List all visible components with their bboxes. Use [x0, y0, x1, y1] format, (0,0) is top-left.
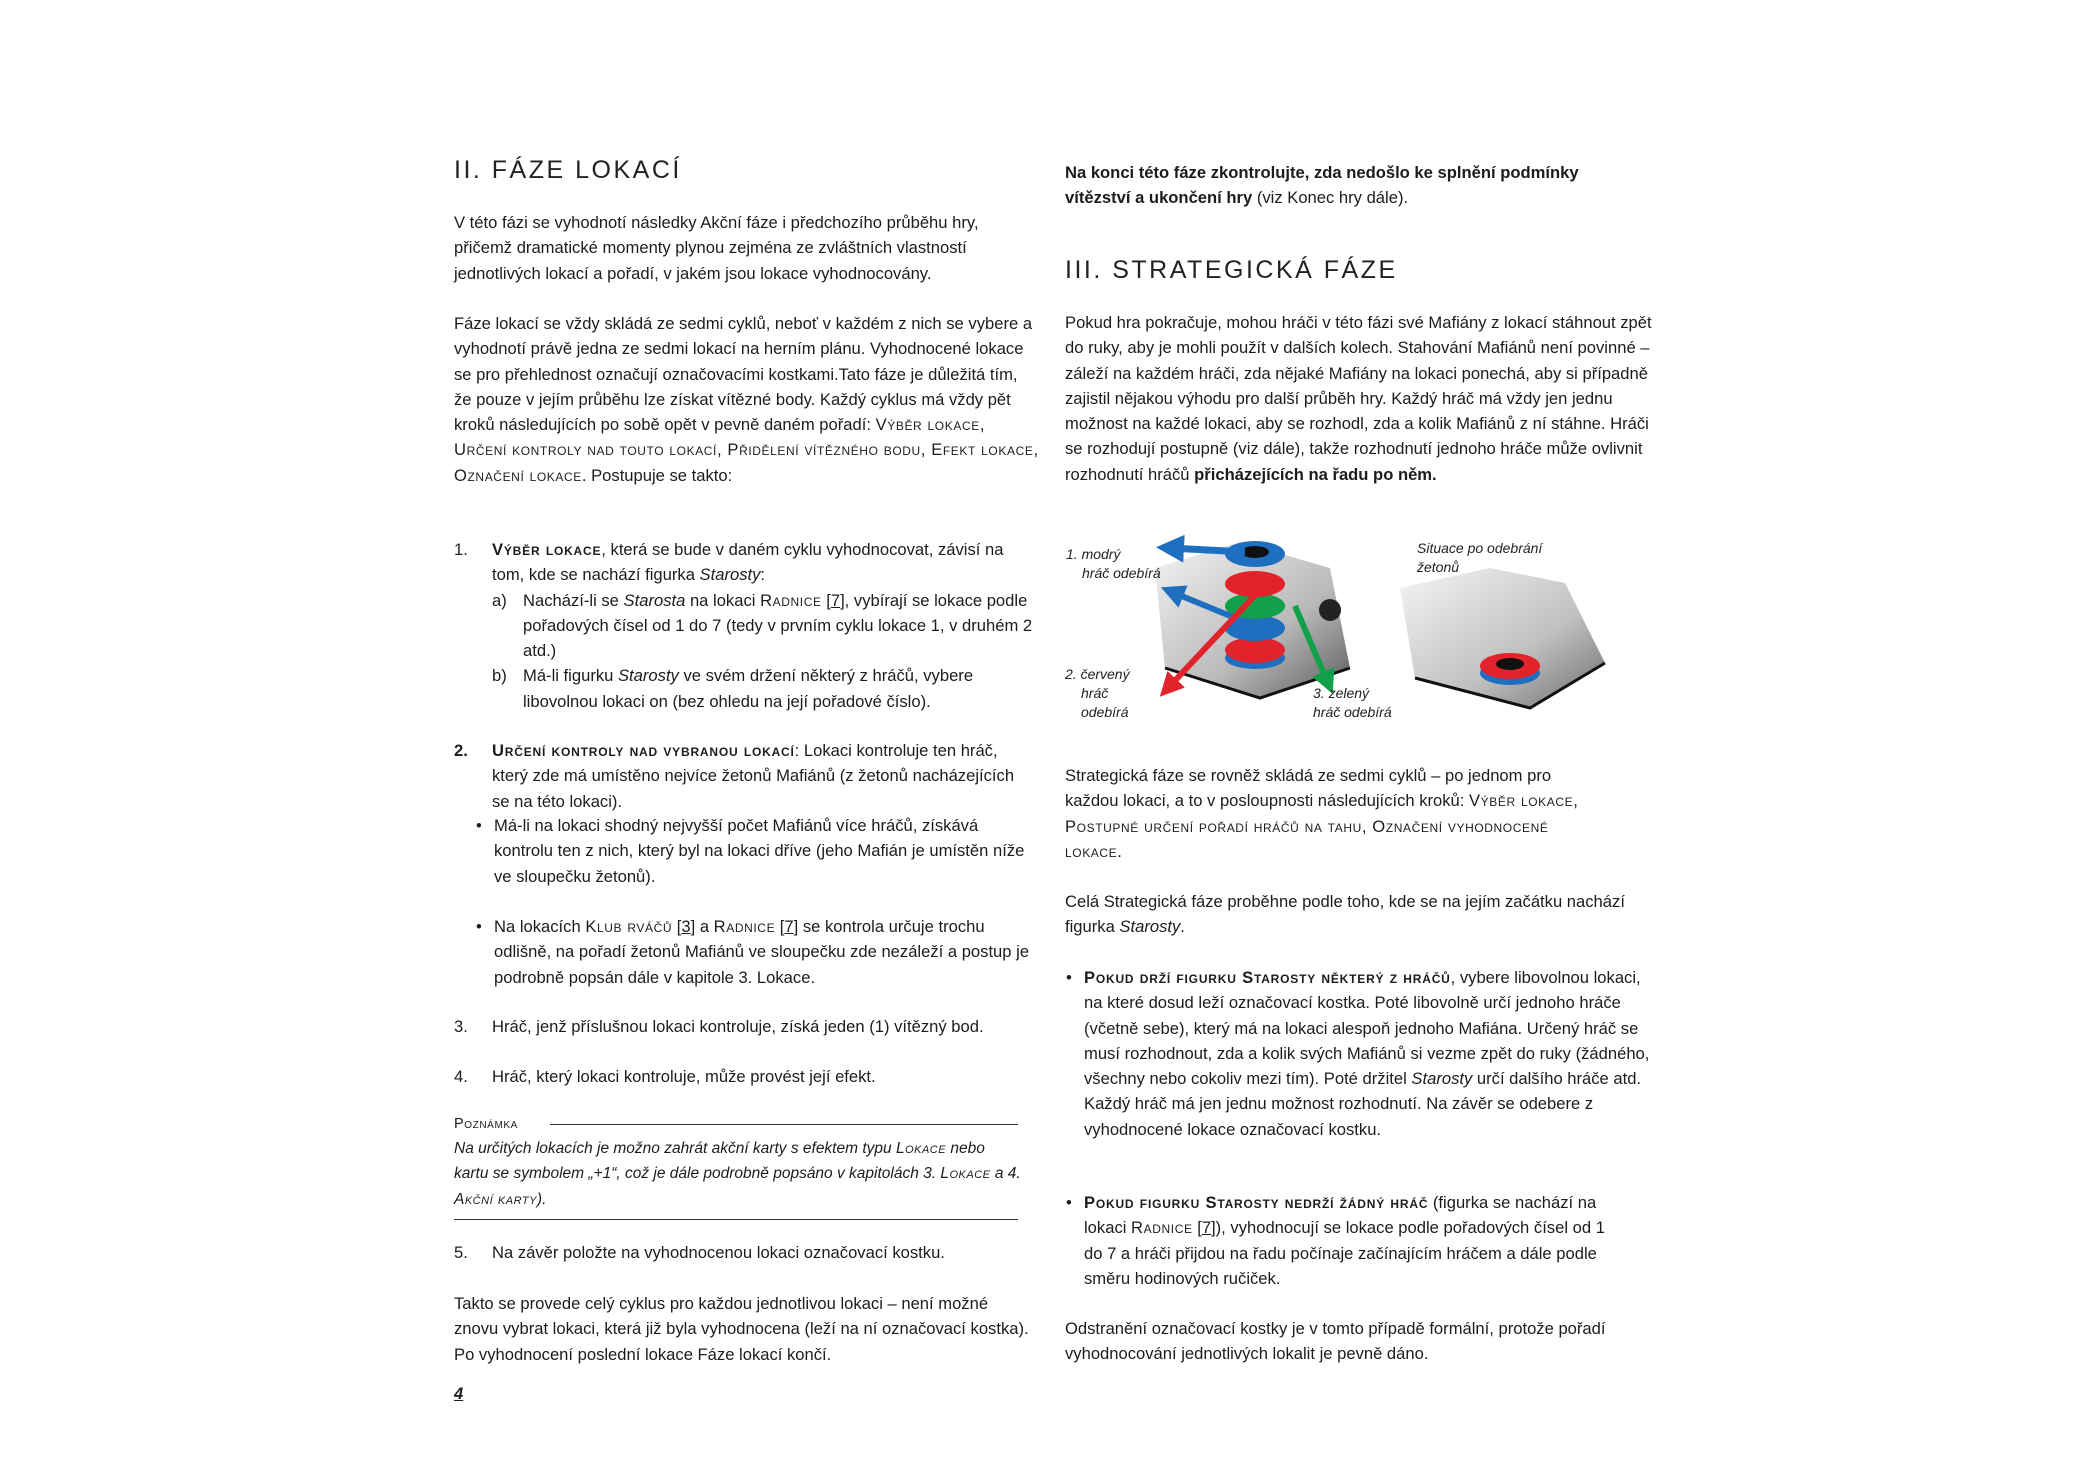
text-run: a 4.: [990, 1165, 1021, 1183]
bullet-text: [494, 813, 1036, 889]
step-2: [454, 738, 1034, 814]
page-number: 4: [454, 1384, 464, 1403]
step-3: [454, 1014, 1072, 1039]
step-text: [492, 537, 1034, 588]
text-run: přicházejících na řadu po něm.: [1194, 464, 1437, 484]
text-run: Klub rváčů: [585, 917, 673, 936]
text-run: , vybere libovolnou lokaci, na které dosud leží označovací kostka. Poté libovolně určí jednoho hráče (včetně sebe), který má na lokaci alespoň jednoho Mafiána. Určený hráč se musí rozhodnout, zda a kolik svých Mafiánů si vezme zpět do ruky (žádného, všechny nebo cokoliv mezi tím). Poté držitel: [1084, 968, 1650, 1089]
location-tile-after: [1400, 568, 1605, 708]
text-run: Starosty: [699, 565, 761, 585]
text-run: [: [1192, 1218, 1202, 1238]
text-run: Celá Strategická fáze proběhne podle toho, kde se na jejím začátku nachází figurka: [1065, 892, 1625, 937]
closing-paragraph: [454, 1291, 1034, 1367]
bullet-icon: •: [476, 917, 482, 936]
text-run: Nachází-li se: [523, 590, 624, 610]
text-run: ] a: [690, 917, 714, 936]
text-run: Radnice: [760, 590, 822, 610]
text-run: ], vybírají se lokace podle pořadových čísel od 1 do 7 (tedy v prvním cyklu lokace 1, v druhém 2 atd.): [523, 590, 1033, 661]
text-run: Pokud hra pokračuje, mohou hráči v této fázi své Mafiány z lokací stáhnout zpět do ruky, aby je mohli použít v dalších kolech. Stahování Mafiánů není povinné – záleží na každém hráči, zda nějaké Mafiány na lokaci ponechá, aby si případně zajistil nějakou výhodu pro další průběh hry. Každý hráč má vždy jen jednu možnost na každé lokaci, aby se rozhodl, zda a kolik Mafiánů z ní stáhne. Hráči se rozhodují postupně (viz dále), takže rozhodnutí jednoho hráče může ovlivnit rozhodnutí hráčů: [1065, 313, 1652, 484]
text-run: ).: [536, 1190, 547, 1208]
text-run: Výběr lokace, Určení kontroly nad touto lokací, Přidělení vítězného bodu, Efekt lokace, Označení lokace: [454, 415, 1039, 485]
mayor-held-bullet: [1066, 965, 1656, 1142]
caption-after-removal: [1417, 539, 1542, 577]
text-run: Na určitých lokacích je možno zahrát akční karty s efektem typu: [454, 1140, 896, 1157]
text-run: Určení kontroly nad vybranou lokací: [492, 741, 795, 760]
caption-green-player: [1313, 684, 1392, 722]
bullet-icon: •: [476, 816, 482, 835]
text-run: . Postupuje se takto:: [581, 465, 733, 485]
caption-line: hráč odebírá: [1082, 565, 1161, 581]
caption-line: žetonů: [1417, 559, 1460, 575]
text-run: ]), vyhodnocují se lokace podle pořadových čísel od 1 do 7 a hráči přijdou na řadu počínaje začínajícím hráčem a dále podle směru hodinových ručiček.: [1084, 1218, 1605, 1288]
text-run: Strategická fáze se rovněž skládá ze sedmi cyklů – po jednom pro každou lokaci, a to v posloupnosti následujících kroků:: [1065, 766, 1552, 811]
text-run: Lokace: [895, 1140, 947, 1157]
step-number: 5.: [454, 1243, 468, 1262]
substep-text: [523, 663, 1034, 714]
step-text: [492, 738, 1034, 814]
text-run: Na konci této fáze zkontrolujte, zda nedošlo ke splnění podmínky vítězství a ukončení hry: [1065, 163, 1579, 208]
text-run: : Lokaci kontroluje ten hráč, který zde má umístěno nejvíce žetonů Mafiánů (z žetonů nacházejících se na této lokaci).: [492, 741, 1015, 811]
text-run: Starosty: [1119, 917, 1181, 937]
caption-line: 1. modrý: [1066, 546, 1121, 562]
caption-line: hráč: [1081, 685, 1109, 701]
text-run: Starosta: [623, 590, 686, 610]
step-2-bullet-2: [476, 914, 1036, 990]
text-run: [: [775, 917, 785, 936]
section-heading-strategic-phase: III. STRATEGICKÁ FÁZE: [1065, 256, 1398, 284]
text-run: [: [821, 590, 831, 610]
token-stack: [1225, 541, 1285, 669]
marker-cube-icon: [1319, 599, 1341, 621]
step-number: 2.: [454, 741, 468, 760]
text-run: (viz Konec hry dále).: [1252, 188, 1409, 208]
text-run: Pokud drží figurku Starosty některý z hráčů: [1084, 968, 1451, 987]
cycles-paragraph: [454, 311, 1039, 488]
caption-line: 2. červený: [1065, 666, 1130, 682]
section-heading-location-phase: II. FÁZE LOKACÍ: [454, 156, 682, 184]
note-bottom-rule: [454, 1219, 1018, 1220]
text-run: , která se bude v daném cyklu vyhodnocovat, závisí na tom, kde se nachází figurka: [492, 540, 1004, 585]
text-run: Fáze lokací se vždy skládá ze sedmi cyklů, neboť v každém z nich se vybere a vyhodnotí právě jedna ze sedmi lokací na herním plánu. Vyhodnocené lokace se pro přehlednost označují označovacími kostkami.Tato fáze je důležitá tím, že pouze v jejím průběhu lze získat vítězné body. Každý cyklus má vždy pět kroků následujících po sobě opět v pevně daném pořadí:: [454, 314, 1033, 435]
text-run: Radnice: [1131, 1218, 1193, 1238]
step-text: Na závěr položte na vyhodnocenou lokaci označovací kostku.: [492, 1243, 945, 1262]
bullet-icon: •: [1066, 1193, 1072, 1212]
text-run: V této fázi se vyhodnotí následky Akční fáze i předchozího průběhu hry, přičemž dramatické momenty plynou zejména ze zvláštních vlastností jednotlivých lokací a pořadí, v jakém jsou lokace vyhodnocovány.: [454, 213, 979, 283]
text-run: 7: [784, 917, 794, 936]
text-run: (figurka se nachází na lokaci: [1084, 1193, 1597, 1238]
step-number: 3.: [454, 1017, 468, 1036]
text-run: Má-li na lokaci shodný nejvyšší počet Mafiánů více hráčů, získává kontrolu ten z nich, který byl na lokaci dříve (jeho Mafián je umístěn níže ve sloupečku žetonů).: [494, 816, 1025, 886]
text-run: ve svém držení některý z hráčů, vybere libovolnou lokaci on (bez ohledu na její pořadové číslo).: [523, 666, 974, 711]
text-run: Výběr lokace: [492, 540, 602, 559]
bullet-text: [1084, 965, 1656, 1142]
caption-red-player: [1065, 665, 1130, 722]
bullet-icon: •: [1066, 968, 1072, 987]
text-run: Odstranění označovací kostky je v tomto případě formální, protože pořadí vyhodnocování jednotlivých lokalit je pevně dáno.: [1065, 1319, 1606, 1364]
substep-a: [492, 588, 1034, 664]
text-run: Má-li figurku: [523, 666, 618, 686]
text-run: Takto se provede celý cyklus pro každou jednotlivou lokaci – není možné znovu vybrat lokaci, která již byla vyhodnocena (leží na ní označovací kostka). Po vyhodnocení poslední lokace Fáze lokací končí.: [454, 1294, 1029, 1364]
intro-paragraph: [454, 210, 1034, 286]
caption-line: hráč odebírá: [1313, 704, 1392, 720]
strategic-cycles-paragraph: [1065, 763, 1605, 864]
text-run: na lokaci: [685, 590, 761, 610]
text-run: Starosty: [617, 666, 679, 686]
caption-line: odebírá: [1081, 704, 1129, 720]
text-run: :: [760, 565, 766, 585]
text-run: 7: [1201, 1218, 1212, 1238]
substep-label: a): [492, 590, 507, 610]
text-run: Lokace: [940, 1165, 991, 1183]
substep-label: b): [492, 666, 507, 686]
text-run: Starosty: [1411, 1069, 1473, 1089]
bullet-text: [1084, 1190, 1626, 1291]
text-run: Akční karty: [454, 1190, 537, 1208]
step-2-bullet-1: [476, 813, 1036, 889]
note-text: [454, 1136, 1022, 1212]
step-4: [454, 1064, 1072, 1089]
text-run: 7: [830, 590, 841, 610]
step-text: Hráč, který lokaci kontroluje, může provést její efekt.: [492, 1067, 876, 1086]
text-run: Pokud figurku Starosty nedrží žádný hráč: [1084, 1193, 1429, 1212]
note-title: Poznámka: [454, 1116, 518, 1132]
text-run: [: [672, 917, 682, 936]
step-5: [454, 1240, 1072, 1265]
caption-line: 3. zelený: [1313, 685, 1370, 701]
text-run: ] se kontrola určuje trochu odlišně, na pořadí žetonů Mafiánů ve sloupečku zde nezáleží a postup je podrobně popsán dále v kapitole 3. Lokace.: [494, 917, 1030, 987]
substep-text: [523, 588, 1034, 664]
strategic-intro-paragraph: [1065, 310, 1665, 487]
step-1: [454, 537, 1034, 714]
text-run: Radnice: [713, 917, 776, 936]
text-run: určí dalšího hráče atd. Každý hráč má jen jednu možnost rozhodnutí. Na závěr se odebere z vyhodnocené lokace označovací kostku.: [1084, 1069, 1642, 1139]
mayor-not-held-bullet: [1066, 1190, 1626, 1291]
step-number: 1.: [454, 540, 468, 559]
closing-paragraph-right: [1065, 1316, 1665, 1367]
text-run: nebo kartu se symbolem „+1“, což je dále podrobně popsáno v kapitolách 3.: [454, 1140, 985, 1183]
text-run: 3: [681, 917, 691, 936]
note-top-rule: [550, 1124, 1018, 1125]
bullet-text: [494, 914, 1036, 990]
text-run: .: [1180, 917, 1185, 937]
blue-arrow: [1170, 548, 1245, 552]
step-text: Hráč, jenž příslušnou lokaci kontroluje, získá jeden (1) vítězný bod.: [492, 1017, 984, 1036]
caption-line: Situace po odebrání: [1417, 540, 1543, 556]
mayor-paragraph: [1065, 889, 1665, 940]
substep-b: [492, 663, 1034, 714]
text-run: Na lokacích: [494, 917, 586, 936]
text-run: Výběr lokace, Postupné určení pořadí hráčů na tahu, Označení vyhodnocené lokace.: [1065, 791, 1579, 861]
caption-blue-player: [1066, 545, 1161, 583]
end-of-phase-paragraph: [1065, 160, 1625, 211]
step-number: 4.: [454, 1067, 468, 1086]
